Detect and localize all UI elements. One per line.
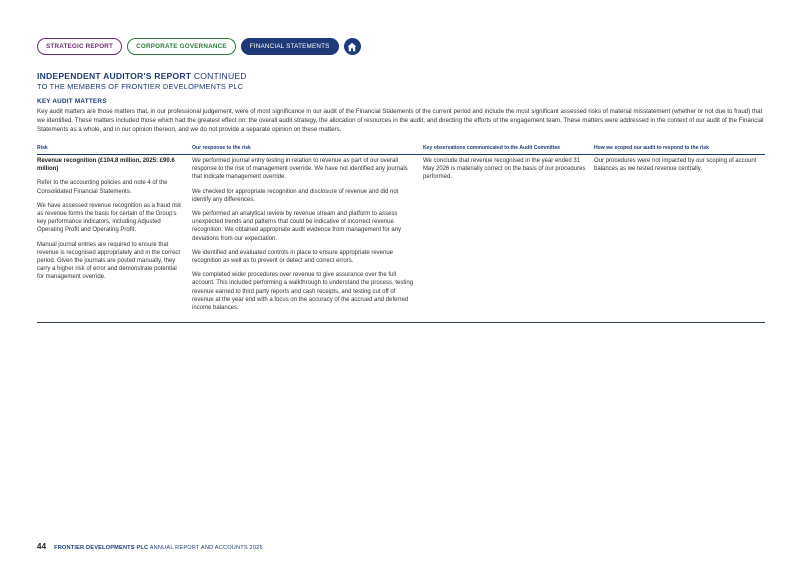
risk-cell xyxy=(37,155,192,318)
risk-paragraph: Refer to the accounting policies and note 4 of the Consolidated Financial Statements. xyxy=(37,180,168,195)
tab-financial-statements[interactable]: FINANCIAL STATEMENTS xyxy=(241,38,339,55)
scope-cell xyxy=(594,155,765,318)
table-row xyxy=(37,155,765,323)
tab-strategic-report[interactable]: STRATEGIC REPORT xyxy=(37,38,122,55)
home-button[interactable] xyxy=(344,38,361,55)
scope-paragraph: Our procedures were not impacted by our scoping of account balances as we tested revenue centrally. xyxy=(594,158,757,173)
footer-company: FRONTIER DEVELOPMENTS PLC xyxy=(54,545,149,551)
risk-title: Revenue recognition (£104.8 million, 2025: £90.6 million) xyxy=(37,158,175,173)
risk-paragraph: Manual journal entries are required to ensure that revenue is recognised appropriately and in the correct period. Given the journals are posted manually, they carry a higher risk of error and demonstrate potential for management override. xyxy=(37,241,181,281)
response-paragraph: We performed journal entry testing in relation to revenue as part of our overall response to the risk of management override. We have not identified any journals that indicate management override. xyxy=(192,158,408,181)
footer-document: ANNUAL REPORT AND ACCOUNTS 2026 xyxy=(149,545,263,551)
key-audit-matters-heading: KEY AUDIT MATTERS xyxy=(37,98,107,105)
response-cell xyxy=(192,155,423,318)
page-number: 44 xyxy=(37,542,47,551)
tab-corporate-governance[interactable]: CORPORATE GOVERNANCE xyxy=(127,38,236,55)
response-paragraph: We checked for appropriate recognition and disclosure of revenue and did not identify any differences. xyxy=(192,188,399,203)
page-footer xyxy=(37,542,263,551)
key-audit-matters-intro: Key audit matters are those matters that, in our professional judgement, were of most significance in our audit of the Financial Statements of the current period and include the most significant assessed risks of material misstatement (whether or not due to fraud) that we identified. These matters included those which had the greatest effect on: the overall audit strategy, the allocation of resources in the audit; and directing the efforts of the engagement team. These matters were addressed in the context of our audit of the Financial Statements as a whole, and in our opinion thereon, and we do not provide a separate opinion on these matters. xyxy=(37,108,764,133)
page-title xyxy=(37,71,247,81)
header-response: Our response to the risk xyxy=(192,145,251,151)
table-header xyxy=(37,143,765,155)
header-scope: How we scoped our audit to respond to the risk xyxy=(594,145,709,151)
response-paragraph: We performed an analytical review by revenue stream and platform to assess unexpected trends and patterns that could be indicative of incorrect revenue recognition. We obtained appropriate audit evidence from management for any deviations from our expectation. xyxy=(192,211,402,242)
observation-paragraph: We conclude that revenue recognised in the year ended 31 May 2026 is materially correct on the basis of our procedures performed. xyxy=(423,158,586,181)
response-paragraph: We completed wider procedures over revenue to give assurance over the full account. This included performing a walkthrough to understand the process, testing revenue earned to third party reports and cash receipts, and testing cut off of revenue at the year end with a focus on the accuracy of the accrued and deferred income balances. xyxy=(192,272,414,312)
header-observations: Key observations communicated to the Audit Committee xyxy=(423,145,561,151)
title-text: INDEPENDENT AUDITOR'S REPORT xyxy=(37,71,192,81)
home-icon xyxy=(347,42,357,52)
response-paragraph: We identified and evaluated controls in place to ensure appropriate revenue recognition as well as to prevent or detect and correct errors. xyxy=(192,249,394,265)
page-subtitle: TO THE MEMBERS OF FRONTIER DEVELOPMENTS PLC xyxy=(37,82,244,91)
section-nav xyxy=(37,38,361,55)
title-continued: CONTINUED xyxy=(193,71,247,81)
observations-cell xyxy=(423,155,594,318)
risk-paragraph: We have assessed revenue recognition as a fraud risk as revenue forms the basis for certain of the Group's key performance indicators, including Adjusted Operating Profit and Operating Profit. xyxy=(37,202,182,234)
header-risk: Risk xyxy=(37,145,48,151)
audit-matters-table xyxy=(37,143,765,323)
